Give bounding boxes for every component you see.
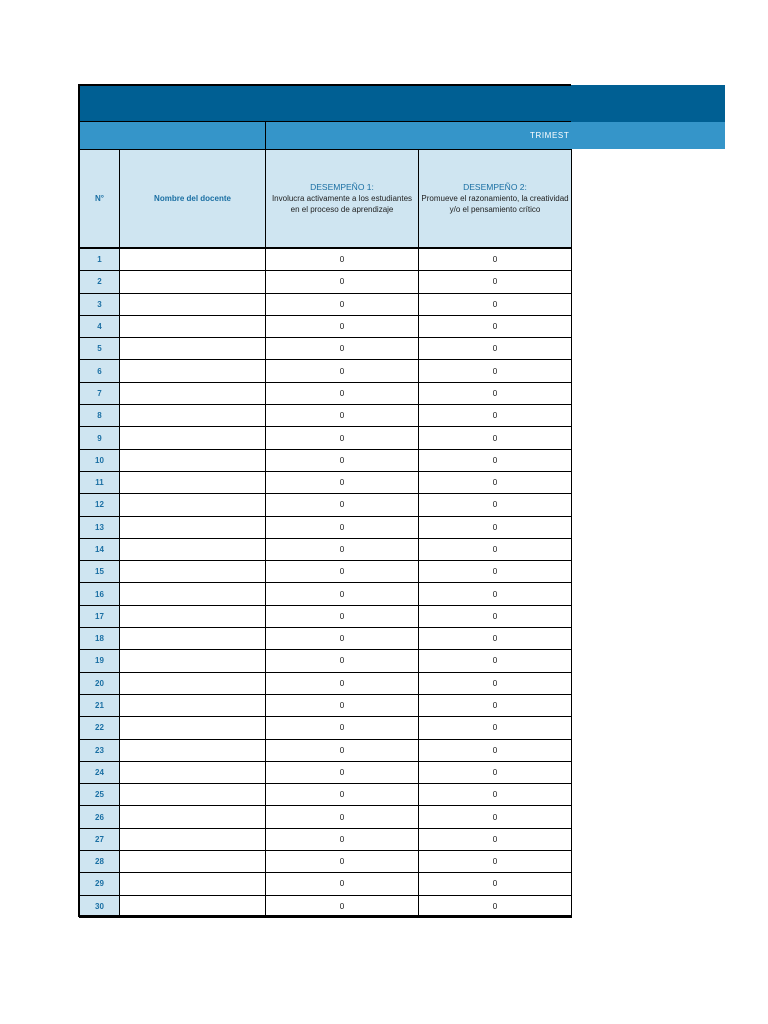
desempeno-1-value: 0 bbox=[266, 315, 419, 337]
teacher-performance-table bbox=[79, 149, 572, 918]
table-row bbox=[80, 360, 572, 382]
desempeno-2-value: 0 bbox=[419, 694, 572, 716]
teacher-name-cell[interactable] bbox=[120, 538, 266, 560]
desempeno-2-value: 0 bbox=[419, 293, 572, 315]
teacher-name-cell[interactable] bbox=[120, 271, 266, 293]
teacher-name-cell[interactable] bbox=[120, 382, 266, 404]
desempeno-1-value: 0 bbox=[266, 761, 419, 783]
desempeno-1-value: 0 bbox=[266, 851, 419, 873]
desempeno-2-value: 0 bbox=[419, 271, 572, 293]
table-row bbox=[80, 672, 572, 694]
table-row bbox=[80, 605, 572, 627]
desempeno-1-value: 0 bbox=[266, 784, 419, 806]
desempeno-1-value: 0 bbox=[266, 405, 419, 427]
desempeno-2-value: 0 bbox=[419, 628, 572, 650]
table-row bbox=[80, 315, 572, 337]
trimestre-label: TRIMEST bbox=[530, 131, 570, 140]
teacher-name-cell[interactable] bbox=[120, 806, 266, 828]
row-number: 2 bbox=[80, 271, 120, 293]
teacher-name-cell[interactable] bbox=[120, 828, 266, 850]
teacher-name-cell[interactable] bbox=[120, 605, 266, 627]
desempeno-1-value: 0 bbox=[266, 427, 419, 449]
desempeno-1-value: 0 bbox=[266, 516, 419, 538]
desempeno-2-value: 0 bbox=[419, 583, 572, 605]
row-number: 15 bbox=[80, 561, 120, 583]
table-row bbox=[80, 851, 572, 873]
row-number: 4 bbox=[80, 315, 120, 337]
page-margin bbox=[572, 150, 768, 1024]
row-number: 25 bbox=[80, 784, 120, 806]
desempeno-2-value: 0 bbox=[419, 360, 572, 382]
desempeno-1-value: 0 bbox=[266, 739, 419, 761]
teacher-name-cell[interactable] bbox=[120, 449, 266, 471]
teacher-name-cell[interactable] bbox=[120, 427, 266, 449]
teacher-name-cell[interactable] bbox=[120, 338, 266, 360]
table-row bbox=[80, 828, 572, 850]
teacher-name-cell[interactable] bbox=[120, 471, 266, 493]
row-number: 12 bbox=[80, 494, 120, 516]
teacher-name-cell[interactable] bbox=[120, 315, 266, 337]
teacher-name-cell[interactable] bbox=[120, 360, 266, 382]
desempeno-1-value: 0 bbox=[266, 628, 419, 650]
table-row bbox=[80, 761, 572, 783]
teacher-name-cell[interactable] bbox=[120, 761, 266, 783]
row-number: 17 bbox=[80, 605, 120, 627]
table-row bbox=[80, 694, 572, 716]
table-row bbox=[80, 516, 572, 538]
desempeno-2-value: 0 bbox=[419, 405, 572, 427]
column-header-desempeno-2 bbox=[419, 150, 572, 249]
table-row bbox=[80, 561, 572, 583]
desempeno-2-value: 0 bbox=[419, 761, 572, 783]
teacher-name-cell[interactable] bbox=[120, 516, 266, 538]
row-number: 1 bbox=[80, 248, 120, 271]
desempeno-2-value: 0 bbox=[419, 516, 572, 538]
desempeno-1-value: 0 bbox=[266, 382, 419, 404]
table-row bbox=[80, 538, 572, 560]
row-number: 23 bbox=[80, 739, 120, 761]
row-number: 16 bbox=[80, 583, 120, 605]
table-row bbox=[80, 583, 572, 605]
divider bbox=[79, 121, 571, 122]
row-number: 5 bbox=[80, 338, 120, 360]
desempeno-1-value: 0 bbox=[266, 895, 419, 917]
table-row bbox=[80, 271, 572, 293]
desempeno-2-value: 0 bbox=[419, 672, 572, 694]
desempeno-2-value: 0 bbox=[419, 248, 572, 271]
teacher-name-cell[interactable] bbox=[120, 694, 266, 716]
desempeno-1-title: DESEMPEÑO 1: bbox=[310, 182, 374, 192]
desempeno-2-value: 0 bbox=[419, 338, 572, 360]
table-row bbox=[80, 293, 572, 315]
table-row bbox=[80, 628, 572, 650]
desempeno-2-value: 0 bbox=[419, 717, 572, 739]
row-number: 24 bbox=[80, 761, 120, 783]
teacher-name-cell[interactable] bbox=[120, 561, 266, 583]
column-header-number: N° bbox=[80, 150, 120, 249]
desempeno-2-value: 0 bbox=[419, 471, 572, 493]
table-row bbox=[80, 427, 572, 449]
table-border bbox=[78, 84, 80, 917]
desempeno-2-value: 0 bbox=[419, 784, 572, 806]
table-row bbox=[80, 449, 572, 471]
subheader-band bbox=[79, 122, 725, 149]
teacher-name-cell[interactable] bbox=[120, 293, 266, 315]
row-number: 29 bbox=[80, 873, 120, 895]
desempeno-1-value: 0 bbox=[266, 338, 419, 360]
table-row bbox=[80, 784, 572, 806]
row-number: 30 bbox=[80, 895, 120, 917]
desempeno-1-value: 0 bbox=[266, 561, 419, 583]
row-number: 26 bbox=[80, 806, 120, 828]
teacher-name-cell[interactable] bbox=[120, 650, 266, 672]
row-number: 9 bbox=[80, 427, 120, 449]
row-number: 7 bbox=[80, 382, 120, 404]
table-row bbox=[80, 405, 572, 427]
desempeno-1-value: 0 bbox=[266, 672, 419, 694]
desempeno-2-value: 0 bbox=[419, 382, 572, 404]
row-number: 14 bbox=[80, 538, 120, 560]
desempeno-1-value: 0 bbox=[266, 717, 419, 739]
teacher-name-cell[interactable] bbox=[120, 784, 266, 806]
row-number: 11 bbox=[80, 471, 120, 493]
divider bbox=[265, 122, 266, 149]
row-number: 20 bbox=[80, 672, 120, 694]
row-number: 18 bbox=[80, 628, 120, 650]
teacher-name-cell[interactable] bbox=[120, 494, 266, 516]
teacher-name-cell[interactable] bbox=[120, 405, 266, 427]
row-number: 21 bbox=[80, 694, 120, 716]
desempeno-1-value: 0 bbox=[266, 828, 419, 850]
desempeno-1-value: 0 bbox=[266, 271, 419, 293]
desempeno-2-value: 0 bbox=[419, 315, 572, 337]
row-number: 28 bbox=[80, 851, 120, 873]
desempeno-2-value: 0 bbox=[419, 739, 572, 761]
desempeno-2-value: 0 bbox=[419, 828, 572, 850]
desempeno-2-value: 0 bbox=[419, 561, 572, 583]
desempeno-2-value: 0 bbox=[419, 538, 572, 560]
row-number: 6 bbox=[80, 360, 120, 382]
table-row bbox=[80, 739, 572, 761]
desempeno-2-value: 0 bbox=[419, 873, 572, 895]
teacher-name-cell[interactable] bbox=[120, 583, 266, 605]
desempeno-1-value: 0 bbox=[266, 873, 419, 895]
table-row bbox=[80, 338, 572, 360]
desempeno-1-value: 0 bbox=[266, 538, 419, 560]
desempeno-2-value: 0 bbox=[419, 806, 572, 828]
teacher-name-cell[interactable] bbox=[120, 672, 266, 694]
desempeno-1-value: 0 bbox=[266, 494, 419, 516]
table-row bbox=[80, 471, 572, 493]
desempeno-2-description: Promueve el razonamiento, la creatividad y/o el pensamiento crítico bbox=[421, 194, 569, 214]
title-border bbox=[79, 84, 571, 86]
table-row bbox=[80, 650, 572, 672]
table-row bbox=[80, 382, 572, 404]
desempeno-1-value: 0 bbox=[266, 449, 419, 471]
teacher-name-cell[interactable] bbox=[120, 628, 266, 650]
desempeno-1-value: 0 bbox=[266, 650, 419, 672]
desempeno-1-value: 0 bbox=[266, 694, 419, 716]
desempeno-1-description: Involucra activamente a los estudiantes en el proceso de aprendizaje bbox=[271, 194, 413, 214]
desempeno-2-value: 0 bbox=[419, 895, 572, 917]
row-number: 22 bbox=[80, 717, 120, 739]
row-number: 13 bbox=[80, 516, 120, 538]
table-row bbox=[80, 717, 572, 739]
title-band bbox=[79, 85, 725, 122]
table-row bbox=[80, 494, 572, 516]
row-number: 10 bbox=[80, 449, 120, 471]
desempeno-1-value: 0 bbox=[266, 248, 419, 271]
table-row bbox=[80, 248, 572, 271]
teacher-name-cell[interactable] bbox=[120, 248, 266, 271]
desempeno-2-title: DESEMPEÑO 2: bbox=[463, 182, 527, 192]
row-number: 3 bbox=[80, 293, 120, 315]
desempeno-1-value: 0 bbox=[266, 583, 419, 605]
desempeno-1-value: 0 bbox=[266, 293, 419, 315]
teacher-name-cell[interactable] bbox=[120, 717, 266, 739]
row-number: 8 bbox=[80, 405, 120, 427]
desempeno-2-value: 0 bbox=[419, 449, 572, 471]
column-header-desempeno-1 bbox=[266, 150, 419, 249]
desempeno-1-value: 0 bbox=[266, 360, 419, 382]
row-number: 27 bbox=[80, 828, 120, 850]
desempeno-1-value: 0 bbox=[266, 471, 419, 493]
table-row bbox=[80, 873, 572, 895]
teacher-name-cell[interactable] bbox=[120, 739, 266, 761]
header-row bbox=[80, 150, 572, 249]
teacher-name-cell[interactable] bbox=[120, 851, 266, 873]
desempeno-2-value: 0 bbox=[419, 427, 572, 449]
row-number: 19 bbox=[80, 650, 120, 672]
desempeno-1-value: 0 bbox=[266, 806, 419, 828]
teacher-name-cell[interactable] bbox=[120, 873, 266, 895]
desempeno-2-value: 0 bbox=[419, 605, 572, 627]
desempeno-1-value: 0 bbox=[266, 605, 419, 627]
desempeno-2-value: 0 bbox=[419, 494, 572, 516]
desempeno-2-value: 0 bbox=[419, 851, 572, 873]
table-border bbox=[78, 915, 572, 917]
column-header-teacher-name: Nombre del docente bbox=[120, 150, 266, 249]
table-row bbox=[80, 806, 572, 828]
desempeno-2-value: 0 bbox=[419, 650, 572, 672]
